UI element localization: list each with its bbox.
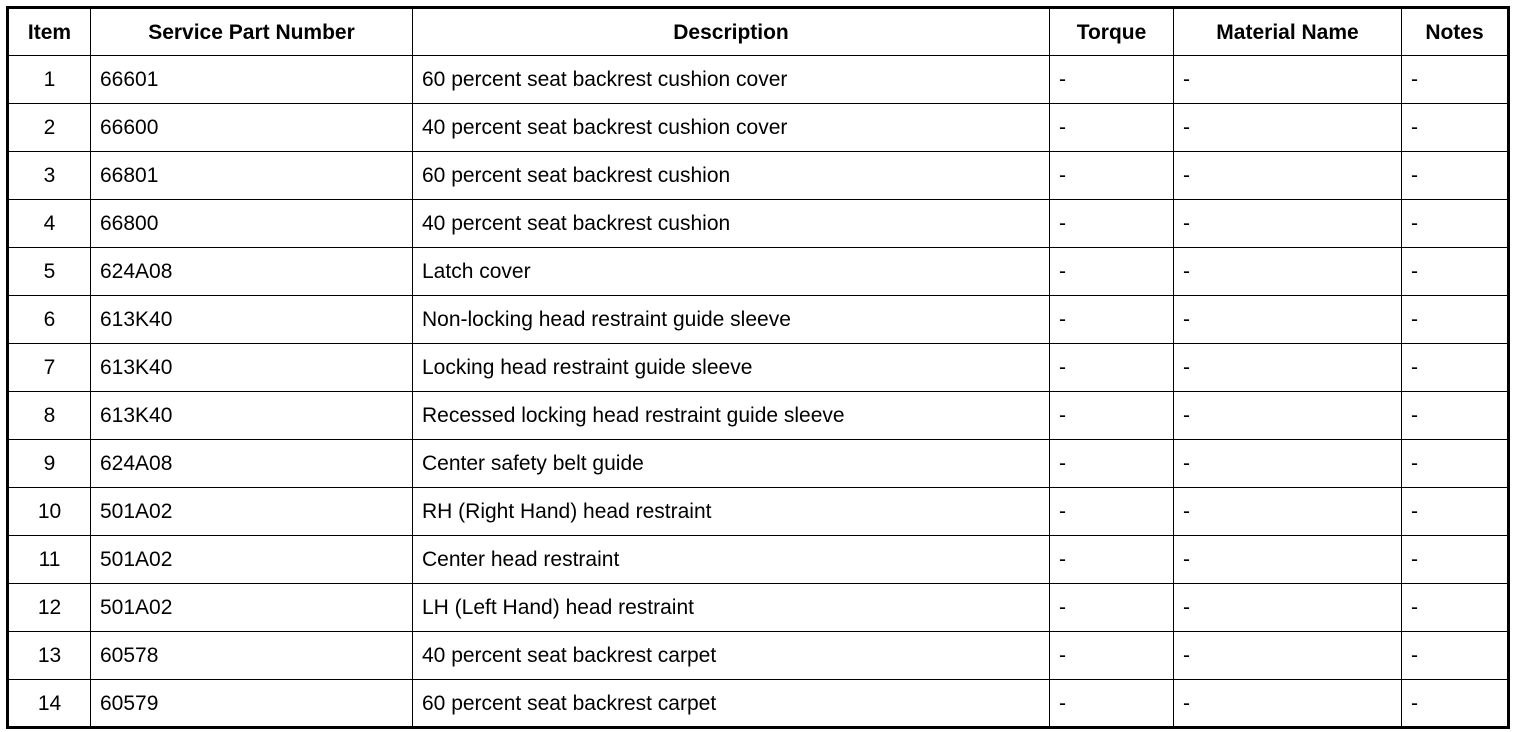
table-row	[8, 488, 1509, 536]
cell-material-name: -	[1174, 536, 1402, 584]
cell-service-part-number: 60579	[91, 680, 413, 728]
header-notes: Notes	[1402, 8, 1509, 56]
table-body	[8, 56, 1509, 728]
cell-service-part-number: 66801	[91, 152, 413, 200]
cell-notes: -	[1402, 632, 1509, 680]
cell-service-part-number: 624A08	[91, 440, 413, 488]
cell-item: 8	[8, 392, 91, 440]
cell-service-part-number: 613K40	[91, 296, 413, 344]
cell-notes: -	[1402, 680, 1509, 728]
cell-service-part-number: 66800	[91, 200, 413, 248]
cell-service-part-number: 624A08	[91, 248, 413, 296]
table-row	[8, 344, 1509, 392]
table-row	[8, 56, 1509, 104]
table-header	[8, 8, 1509, 56]
cell-notes: -	[1402, 536, 1509, 584]
cell-material-name: -	[1174, 632, 1402, 680]
cell-description: 40 percent seat backrest cushion	[413, 200, 1050, 248]
cell-service-part-number: 501A02	[91, 584, 413, 632]
cell-item: 11	[8, 536, 91, 584]
cell-description: Center safety belt guide	[413, 440, 1050, 488]
cell-material-name: -	[1174, 344, 1402, 392]
cell-torque: -	[1050, 536, 1174, 584]
cell-notes: -	[1402, 152, 1509, 200]
parts-table	[6, 6, 1510, 729]
table-row	[8, 200, 1509, 248]
cell-material-name: -	[1174, 200, 1402, 248]
table-row	[8, 392, 1509, 440]
cell-service-part-number: 60578	[91, 632, 413, 680]
cell-torque: -	[1050, 392, 1174, 440]
cell-item: 13	[8, 632, 91, 680]
cell-item: 1	[8, 56, 91, 104]
header-description: Description	[413, 8, 1050, 56]
cell-notes: -	[1402, 584, 1509, 632]
cell-description: Locking head restraint guide sleeve	[413, 344, 1050, 392]
cell-torque: -	[1050, 104, 1174, 152]
cell-material-name: -	[1174, 440, 1402, 488]
cell-item: 4	[8, 200, 91, 248]
cell-description: 40 percent seat backrest carpet	[413, 632, 1050, 680]
cell-description: Non-locking head restraint guide sleeve	[413, 296, 1050, 344]
table-row	[8, 440, 1509, 488]
cell-item: 5	[8, 248, 91, 296]
cell-service-part-number: 66600	[91, 104, 413, 152]
cell-notes: -	[1402, 440, 1509, 488]
cell-description: 60 percent seat backrest cushion	[413, 152, 1050, 200]
table-row	[8, 536, 1509, 584]
table-row	[8, 680, 1509, 728]
cell-item: 9	[8, 440, 91, 488]
cell-notes: -	[1402, 200, 1509, 248]
cell-item: 10	[8, 488, 91, 536]
cell-item: 14	[8, 680, 91, 728]
cell-material-name: -	[1174, 56, 1402, 104]
cell-material-name: -	[1174, 488, 1402, 536]
cell-service-part-number: 613K40	[91, 392, 413, 440]
header-item: Item	[8, 8, 91, 56]
table-row	[8, 632, 1509, 680]
cell-description: Recessed locking head restraint guide sleeve	[413, 392, 1050, 440]
cell-item: 6	[8, 296, 91, 344]
cell-material-name: -	[1174, 680, 1402, 728]
table-row	[8, 104, 1509, 152]
cell-description: Center head restraint	[413, 536, 1050, 584]
cell-material-name: -	[1174, 104, 1402, 152]
table-row	[8, 296, 1509, 344]
cell-torque: -	[1050, 248, 1174, 296]
cell-description: LH (Left Hand) head restraint	[413, 584, 1050, 632]
cell-description: Latch cover	[413, 248, 1050, 296]
cell-description: 60 percent seat backrest cushion cover	[413, 56, 1050, 104]
cell-notes: -	[1402, 56, 1509, 104]
cell-torque: -	[1050, 632, 1174, 680]
cell-torque: -	[1050, 56, 1174, 104]
header-row	[8, 8, 1509, 56]
cell-notes: -	[1402, 344, 1509, 392]
header-service-part-number: Service Part Number	[91, 8, 413, 56]
cell-notes: -	[1402, 488, 1509, 536]
cell-notes: -	[1402, 392, 1509, 440]
cell-torque: -	[1050, 680, 1174, 728]
cell-torque: -	[1050, 440, 1174, 488]
table-row	[8, 152, 1509, 200]
cell-notes: -	[1402, 104, 1509, 152]
cell-item: 12	[8, 584, 91, 632]
cell-description: RH (Right Hand) head restraint	[413, 488, 1050, 536]
cell-torque: -	[1050, 584, 1174, 632]
cell-torque: -	[1050, 200, 1174, 248]
cell-item: 2	[8, 104, 91, 152]
cell-material-name: -	[1174, 584, 1402, 632]
cell-torque: -	[1050, 344, 1174, 392]
cell-material-name: -	[1174, 152, 1402, 200]
cell-item: 3	[8, 152, 91, 200]
cell-item: 7	[8, 344, 91, 392]
cell-material-name: -	[1174, 296, 1402, 344]
cell-description: 60 percent seat backrest carpet	[413, 680, 1050, 728]
cell-material-name: -	[1174, 392, 1402, 440]
cell-service-part-number: 501A02	[91, 488, 413, 536]
table-row	[8, 248, 1509, 296]
header-torque: Torque	[1050, 8, 1174, 56]
header-material-name: Material Name	[1174, 8, 1402, 56]
cell-torque: -	[1050, 296, 1174, 344]
cell-torque: -	[1050, 488, 1174, 536]
table-row	[8, 584, 1509, 632]
cell-material-name: -	[1174, 248, 1402, 296]
cell-service-part-number: 501A02	[91, 536, 413, 584]
cell-notes: -	[1402, 248, 1509, 296]
cell-description: 40 percent seat backrest cushion cover	[413, 104, 1050, 152]
cell-service-part-number: 613K40	[91, 344, 413, 392]
cell-torque: -	[1050, 152, 1174, 200]
cell-service-part-number: 66601	[91, 56, 413, 104]
cell-notes: -	[1402, 296, 1509, 344]
